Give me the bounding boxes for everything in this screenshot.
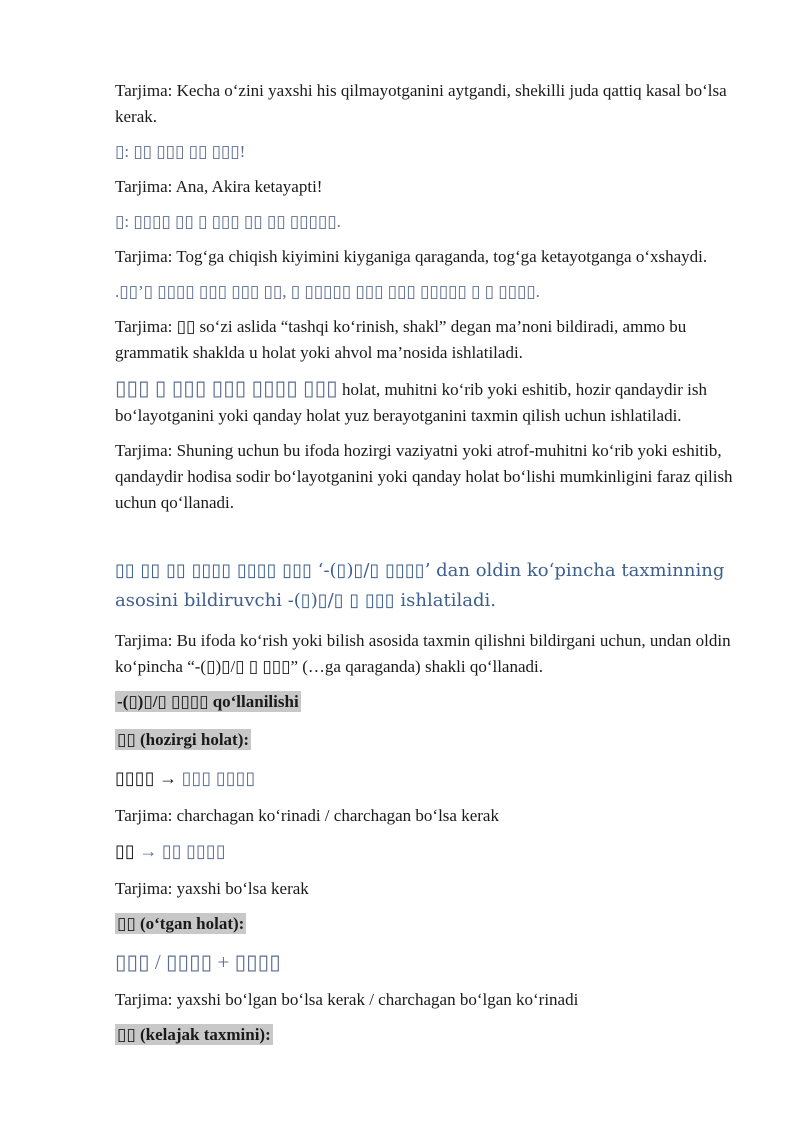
example-2-result: → ▯▯ ▯▯▯▯ (139, 841, 226, 861)
korean-dialogue-line-2: ▯: ▯▯▯▯ ▯▯ ▯ ▯▯▯ ▯▯ ▯▯ ▯▯▯▯▯. (115, 212, 341, 231)
example-line-3: ▯▯▯ / ▯▯▯▯ + ▯▯▯▯ (115, 950, 281, 974)
grammar-intro-text: holat, muhitni ko‘rib yoki eshitib, hozir qandaydir ish bo‘layotganini yoki qanday holat yuz berayotganini taxmin qilish uchun ishlatiladi. (115, 380, 707, 425)
translation-line-yaxshi-bolgan: Tarjima: yaxshi bo‘lgan bo‘lsa kerak / charchagan bo‘lgan ko‘rinadi (115, 990, 579, 1009)
blue-grammar-note: ▯▯ ▯▯ ▯▯ ▯▯▯▯ ▯▯▯▯ ▯▯▯ ‘-(▯)▯/▯ ▯▯▯▯’ dan oldin ko‘pincha taxminning asosini bildiruvchi -(▯)▯/▯ ▯ ▯▯▯ ishlatiladi. (115, 560, 725, 611)
example-line-1 (115, 765, 742, 791)
subheading-qollanilishi (115, 689, 742, 715)
translation-line-bu-ifoda: Tarjima: Bu ifoda ko‘rish yoki bilish asosida taxmin qilishni bildirgani uchun, undan oldin ko‘pincha “-(▯)▯/▯ ▯ ▯▯▯” (…ga qaraganda) shakli qo‘llanadi. (115, 631, 731, 676)
grammar-intro-paragraph (115, 375, 742, 429)
translation-line-kasal: Tarjima: Kecha o‘zini yaxshi his qilmayotganini aytgandi, shekilli juda qattiq kasal bo‘lsa kerak. (115, 81, 727, 126)
korean-grammar-pattern: ▯▯▯ ▯ ▯▯▯ ▯▯▯ ▯▯▯▯ ▯▯▯ (115, 376, 338, 400)
example-1-result: ▯▯▯ ▯▯▯▯ (181, 768, 256, 788)
subheading-kelajak-taxmini-text: ▯▯ (kelajak taxmini): (117, 1025, 271, 1044)
korean-note-line: .▯▯’▯ ▯▯▯▯ ▯▯▯ ▯▯▯ ▯▯, ▯ ▯▯▯▯▯ ▯▯▯ ▯▯▯ ▯▯▯▯▯ ▯ ▯ ▯▯▯▯. (115, 282, 540, 301)
translation-line-shuning: Tarjima: Shuning uchun bu ifoda hozirgi vaziyatni yoki atrof-muhitni ko‘rib yoki eshitib, qandaydir hodisa sodir bo‘layotganini yoki qanday holat bo‘lishi mumkinligini faraz qilish uchun qo‘llanadi. (115, 441, 733, 512)
translation-line-akira: Tarjima: Ana, Akira ketayapti! (115, 177, 323, 196)
example-2-source: ▯▯ (115, 841, 140, 861)
subheading-kelajak-taxmini (115, 1022, 742, 1048)
subheading-hozirgi-holat (115, 727, 742, 753)
subheading-qollanilishi-text: -(▯)▯/▯ ▯▯▯▯ qo‘llanilishi (117, 692, 299, 711)
example-line-2 (115, 838, 742, 864)
subheading-otgan-holat (115, 911, 742, 937)
subheading-otgan-holat-text: ▯▯ (o‘tgan holat): (117, 914, 245, 933)
translation-line-togga: Tarjima: Tog‘ga chiqish kiyimini kiyganiga qaraganda, tog‘ga ketayotganga o‘xshaydi. (115, 247, 708, 266)
example-1-source: ▯▯▯▯ → (115, 768, 182, 788)
translation-line-yaxshi: Tarjima: yaxshi bo‘lsa kerak (115, 879, 309, 898)
translation-line-sozi: Tarjima: ▯▯ so‘zi aslida “tashqi ko‘rinish, shakl” degan ma’noni bildiradi, ammo bu grammatik shaklda u holat yoki ahvol ma’nosida ishlatiladi. (115, 317, 687, 362)
korean-dialogue-line-1: ▯: ▯▯ ▯▯▯ ▯▯ ▯▯▯! (115, 142, 246, 161)
translation-line-charchagan: Tarjima: charchagan ko‘rinadi / charchagan bo‘lsa kerak (115, 806, 499, 825)
subheading-hozirgi-holat-text: ▯▯ (hozirgi holat): (117, 730, 250, 749)
